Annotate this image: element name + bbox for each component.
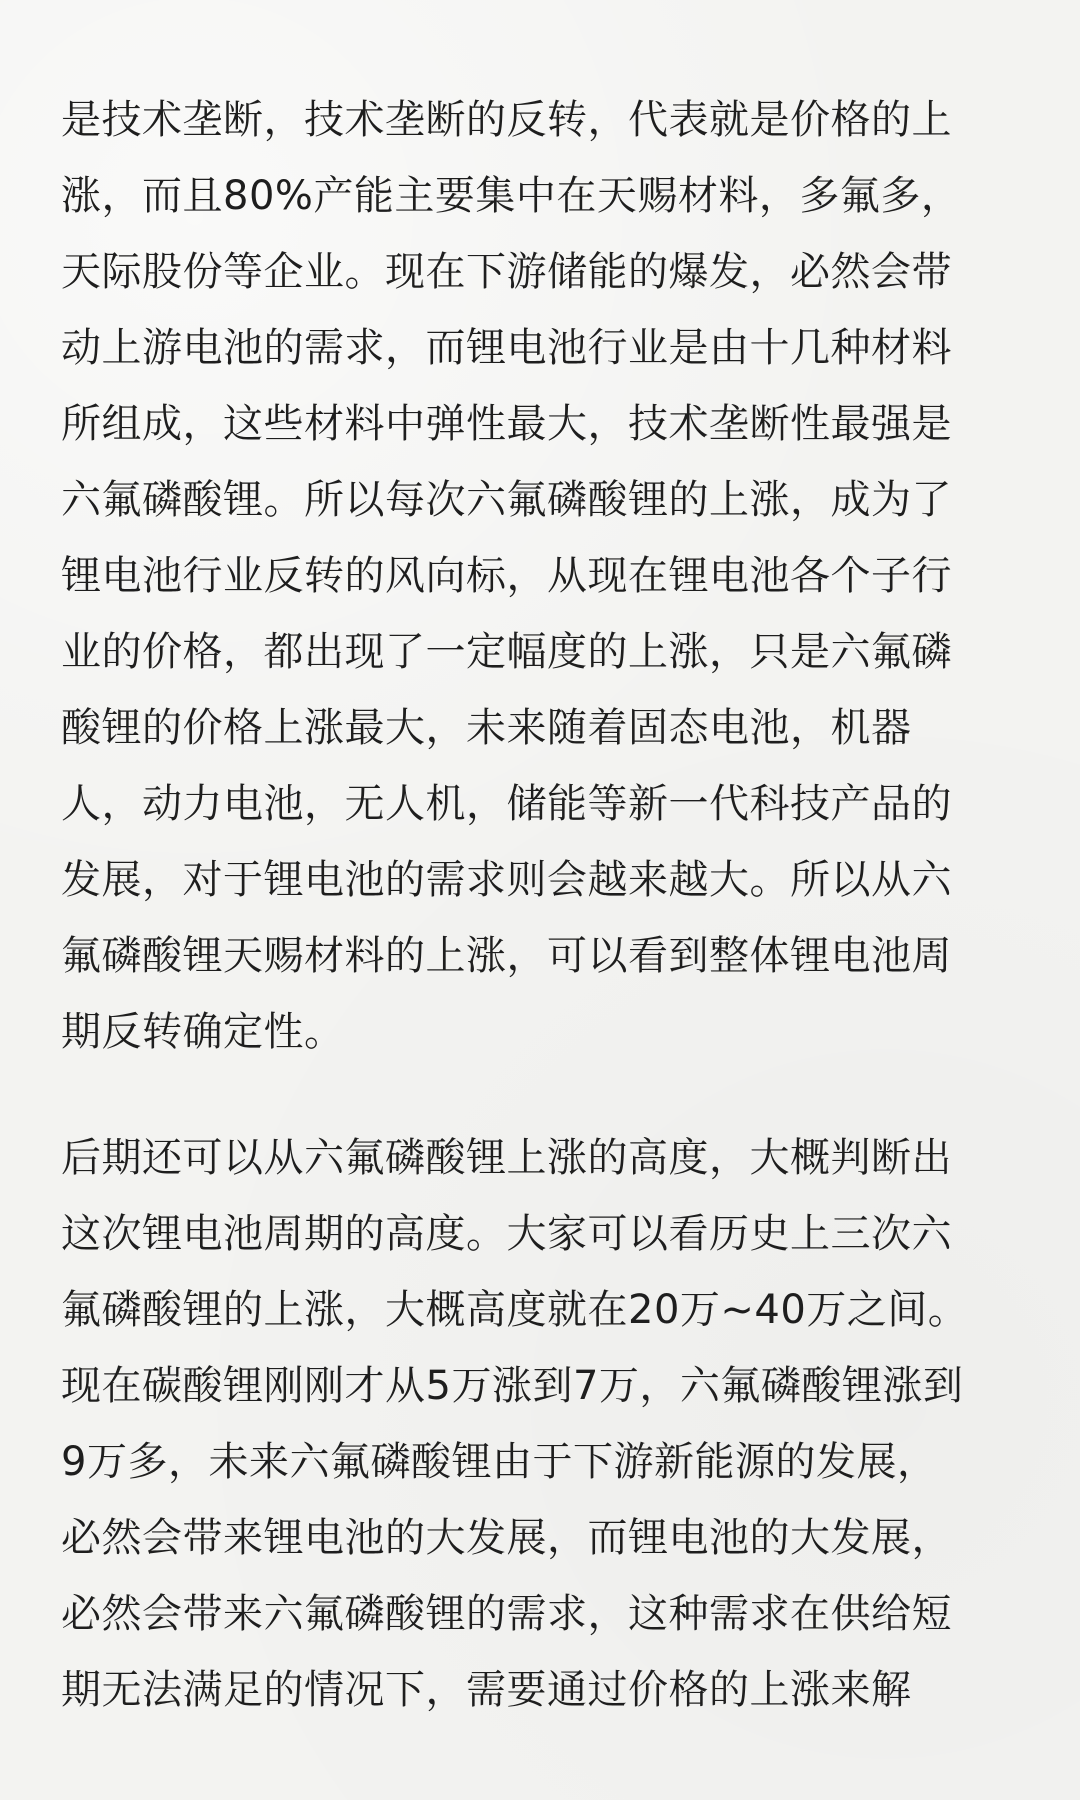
text-line: 现在碳酸锂刚刚才从5万涨到7万，六氟磷酸锂涨到 — [61, 1363, 964, 1409]
text-line: 涨，而且80%产能主要集中在天赐材料，多氟多， — [61, 173, 962, 219]
text-line: 氟磷酸锂天赐材料的上涨，可以看到整体锂电池周 — [61, 933, 952, 979]
text-line: 必然会带来锂电池的大发展，而锂电池的大发展， — [61, 1515, 952, 1561]
text-line: 9万多，未来六氟磷酸锂由于下游新能源的发展， — [61, 1439, 938, 1485]
text-line: 这次锂电池周期的高度。大家可以看历史上三次六 — [61, 1211, 952, 1257]
text-line: 动上游电池的需求，而锂电池行业是由十几种材料 — [61, 325, 952, 371]
text-line: 所组成，这些材料中弹性最大，技术垄断性最强是 — [61, 401, 952, 447]
text-line: 业的价格，都出现了一定幅度的上涨，只是六氟磷 — [61, 629, 952, 675]
text-line: 期无法满足的情况下，需要通过价格的上涨来解 — [61, 1667, 912, 1713]
paragraph-gap — [61, 1070, 1021, 1120]
text-line: 发展，对于锂电池的需求则会越来越大。所以从六 — [61, 857, 952, 903]
text-line: 后期还可以从六氟磷酸锂上涨的高度，大概判断出 — [61, 1135, 952, 1181]
text-line: 氟磷酸锂的上涨，大概高度就在20万~40万之间。 — [61, 1287, 969, 1333]
article-body — [61, 82, 1021, 1728]
paragraph-2 — [61, 1120, 1021, 1728]
text-line: 是技术垄断，技术垄断的反转，代表就是价格的上 — [61, 97, 952, 143]
text-line: 人，动力电池，无人机，储能等新一代科技产品的 — [61, 781, 952, 827]
text-line: 期反转确定性。 — [61, 1009, 345, 1055]
text-line: 天际股份等企业。现在下游储能的爆发，必然会带 — [61, 249, 952, 295]
text-line: 酸锂的价格上涨最大，未来随着固态电池，机器 — [61, 705, 912, 751]
text-line: 必然会带来六氟磷酸锂的需求，这种需求在供给短 — [61, 1591, 952, 1637]
paragraph-1 — [61, 82, 1021, 1070]
text-line: 锂电池行业反转的风向标，从现在锂电池各个子行 — [61, 553, 952, 599]
text-line: 六氟磷酸锂。所以每次六氟磷酸锂的上涨，成为了 — [61, 477, 952, 523]
